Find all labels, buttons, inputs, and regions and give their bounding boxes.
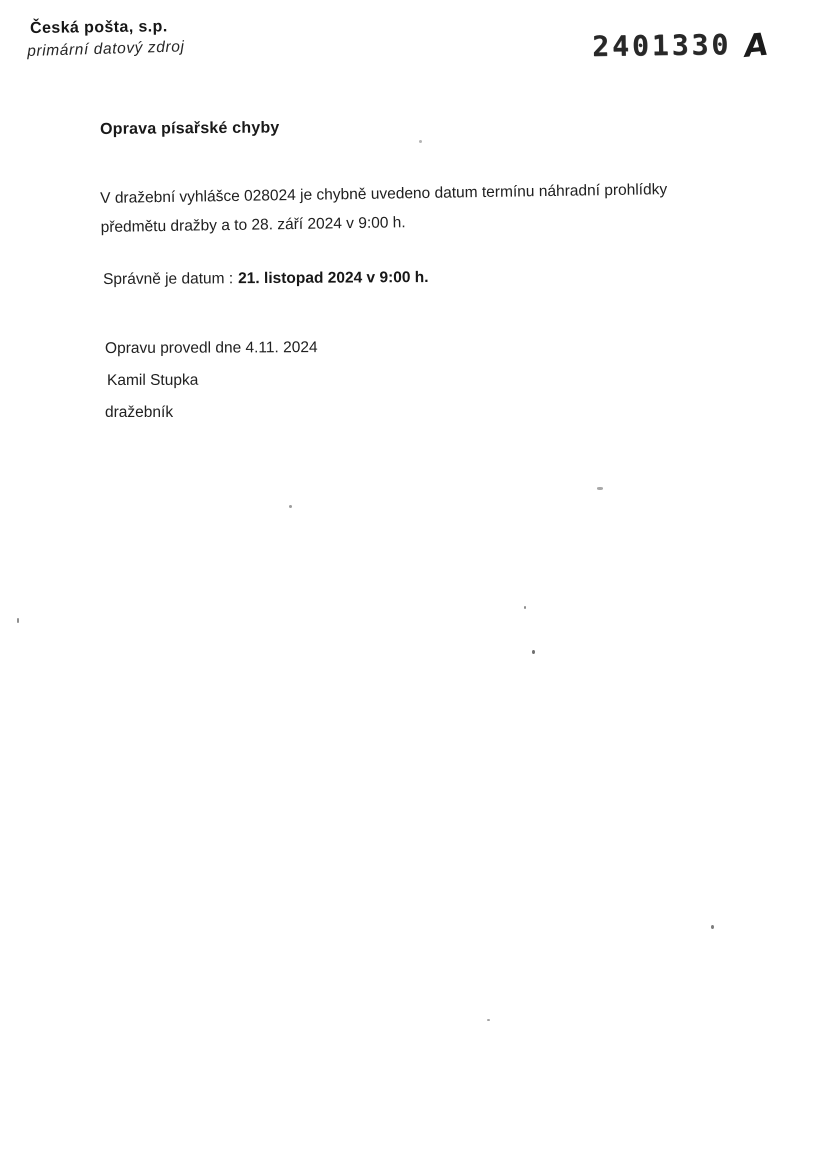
correction-performed-line: Opravu provedl dne 4.11. 2024 bbox=[105, 339, 318, 357]
paragraph-line-1: V dražební vyhlášce 028024 je chybně uvedeno datum termínu náhradní prohlídky bbox=[100, 181, 668, 207]
scan-speck bbox=[711, 925, 714, 929]
paragraph-line-2: předmětu dražby a to 28. září 2024 v 9:00 h. bbox=[100, 214, 406, 236]
signer-role: dražebník bbox=[105, 404, 174, 421]
correction-line bbox=[103, 269, 429, 289]
document-title: Oprava písařské chyby bbox=[100, 119, 280, 138]
letterhead-tagline: primární datový zdroj bbox=[27, 38, 185, 60]
signer-name: Kamil Stupka bbox=[107, 371, 199, 389]
scan-speck bbox=[17, 618, 19, 623]
scan-speck bbox=[524, 606, 526, 609]
scan-speck bbox=[419, 140, 422, 143]
letterhead-company-name: Česká pošta, s.p. bbox=[30, 18, 168, 37]
filing-stamp bbox=[592, 26, 769, 64]
scan-speck bbox=[487, 1019, 490, 1021]
stamp-suffix-letter: A bbox=[743, 26, 771, 65]
correction-label: Správně je datum : bbox=[103, 270, 234, 288]
scan-speck bbox=[532, 650, 535, 654]
scan-speck bbox=[597, 487, 603, 490]
scan-speck bbox=[289, 505, 292, 508]
correction-value: 21. listopad 2024 v 9:00 h. bbox=[238, 269, 429, 288]
stamp-number: 2401330 bbox=[592, 28, 732, 63]
document-paragraph bbox=[100, 174, 741, 242]
